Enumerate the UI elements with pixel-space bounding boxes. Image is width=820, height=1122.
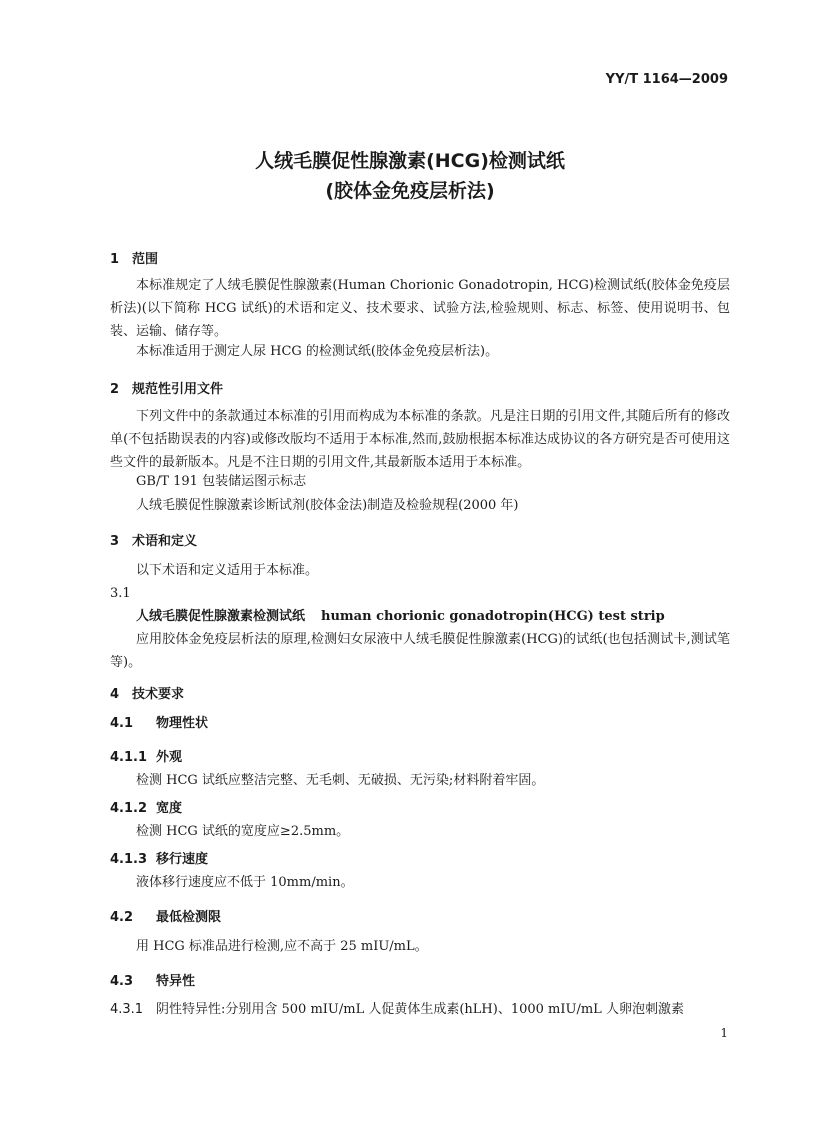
document-title-line1: 人绒毛膜促性腺激素(HCG)检测试纸 (255, 150, 565, 172)
section-3-intro: 以下术语和定义适用于本标准。 (136, 563, 319, 578)
reference-gb-t-191: GB/T 191 包装储运图示标志 (136, 474, 307, 489)
width-requirement: 检测 HCG 试纸的宽度应≥2.5mm。 (136, 824, 350, 839)
section-title: 规范性引用文件 (132, 382, 224, 397)
migration-speed-requirement: 液体移行速度应不低于 10mm/min。 (136, 875, 354, 890)
section-number: 1 (110, 252, 120, 267)
section-1-heading (110, 248, 158, 267)
page-number: 1 (720, 1026, 728, 1040)
subsection-number: 4.2 (110, 910, 134, 925)
subsection-title: 物理性状 (156, 716, 209, 731)
term-english: human chorionic gonadotropin(HCG) test strip (321, 609, 665, 624)
section-2-paragraph-1: 下列文件中的条款通过本标准的引用而构成为本标准的条款。凡是注日期的引用文件,其随后所有的修改单(不包括勘误表的内容)或修改版均不适用于本标准,然而,鼓励根据本标准达成协议的各方研究是否可使用这些文件的最新版本。凡是不注日期的引用文件,其最新版本适用于本标准。 (110, 409, 730, 470)
subsection-title: 移行速度 (156, 852, 209, 867)
negative-specificity-text: 阴性特异性:分别用含 500 mIU/mL 人促黄体生成素(hLH)、1000 mIU/mL 人卵泡刺激素 (156, 1002, 684, 1017)
term-heading (136, 605, 665, 624)
subsection-number: 4.1 (110, 716, 134, 731)
document-title-line2: (胶体金免疫层析法) (325, 180, 495, 202)
section-2-heading (110, 378, 223, 397)
section-number: 2 (110, 382, 120, 397)
subsection-3-1-number: 3.1 (110, 586, 131, 601)
detection-limit-requirement: 用 HCG 标准品进行检测,应不高于 25 mIU/mL。 (136, 939, 428, 954)
section-1-paragraph-1: 本标准规定了人绒毛膜促性腺激素(Human Chorionic Gonadotropin, HCG)检测试纸(胶体金免疫层析法)(以下简称 HCG 试纸)的术语和定义、技术要求、试验方法,检验规则、标志、标签、使用说明书、包装、运输、储存等。 (110, 278, 730, 339)
appearance-requirement: 检测 HCG 试纸应整洁完整、无毛刺、无破损、无污染;材料附着牢固。 (136, 773, 545, 788)
subsection-title: 宽度 (156, 801, 183, 816)
section-number: 4 (110, 687, 120, 702)
subsection-4-2-heading (110, 906, 221, 925)
subsection-title: 特异性 (156, 974, 196, 989)
standard-code: YY/T 1164—2009 (605, 72, 728, 87)
subsection-4-1-1-heading (110, 746, 182, 765)
subsection-number: 4.3.1 (110, 1002, 144, 1017)
subsection-4-1-heading (110, 712, 208, 731)
subsection-4-3-1 (110, 998, 684, 1021)
subsection-title: 最低检测限 (156, 910, 222, 925)
subsection-number: 4.1.3 (110, 852, 148, 867)
section-title: 范围 (132, 252, 159, 267)
subsection-number: 4.3 (110, 974, 134, 989)
section-title: 术语和定义 (132, 534, 198, 549)
subsection-title: 外观 (156, 750, 183, 765)
subsection-4-3-heading (110, 970, 195, 989)
section-4-heading (110, 683, 184, 702)
subsection-number: 4.1.2 (110, 801, 148, 816)
section-3-heading (110, 530, 197, 549)
term-chinese: 人绒毛膜促性腺激素检测试纸 (136, 609, 306, 624)
term-definition: 应用胶体金免疫层析法的原理,检测妇女尿液中人绒毛膜促性腺激素(HCG)的试纸(也包括测试卡,测试笔等)。 (110, 632, 730, 670)
section-1-paragraph-2: 本标准适用于测定人尿 HCG 的检测试纸(胶体金免疫层析法)。 (136, 344, 499, 359)
section-number: 3 (110, 534, 120, 549)
section-title: 技术要求 (132, 687, 185, 702)
subsection-4-1-2-heading (110, 797, 182, 816)
subsection-number: 4.1.1 (110, 750, 148, 765)
reference-hcg-regulation: 人绒毛膜促性腺激素诊断试剂(胶体金法)制造及检验规程(2000 年) (136, 498, 519, 513)
subsection-4-1-3-heading (110, 848, 208, 867)
